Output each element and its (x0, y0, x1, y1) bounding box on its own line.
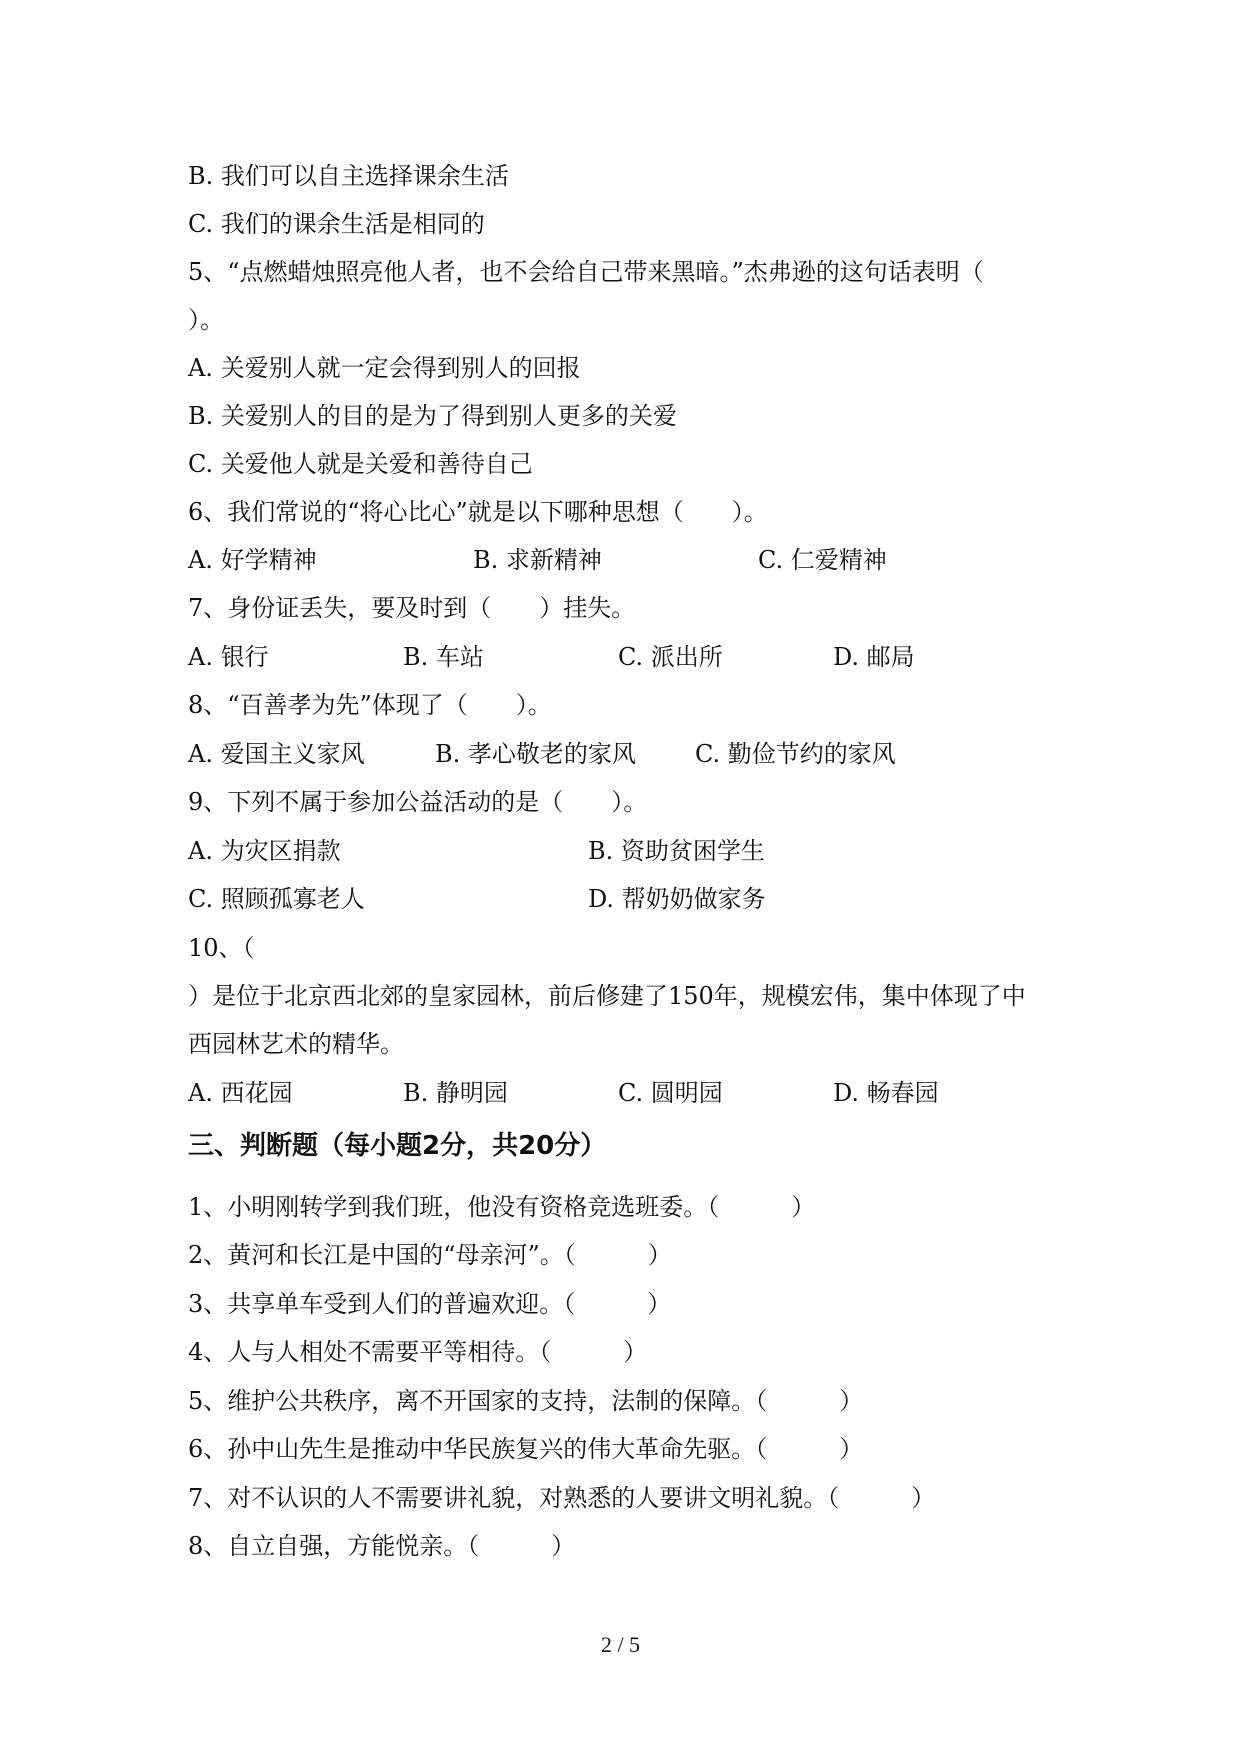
q9-stem: 9、下列不属于参加公益活动的是（ ）。 (188, 788, 648, 816)
q7-option-c: C. 派出所 (618, 643, 723, 671)
tf-item-2: 2、黄河和长江是中国的“母亲河”。（ ） (188, 1241, 672, 1269)
q5-stem-line1: 5、“点燃蜡烛照亮他人者，也不会给自己带来黑暗。”杰弗逊的这句话表明（ (188, 258, 984, 286)
tf-item-3: 3、共享单车受到人们的普遍欢迎。（ ） (188, 1290, 672, 1318)
q9-option-b: B. 资助贫困学生 (588, 837, 765, 865)
q7-option-a: A. 银行 (188, 643, 269, 671)
q10-stem-line1: 10、（ (188, 934, 255, 962)
page-number: 2 / 5 (600, 1632, 641, 1657)
q5-option-c: C. 关爱他人就是关爱和善待自己 (188, 450, 533, 478)
q6-option-c: C. 仁爱精神 (758, 546, 887, 574)
q6-stem: 6、我们常说的“将心比心”就是以下哪种思想（ ）。 (188, 498, 768, 526)
q8-stem: 8、“百善孝为先”体现了（ ）。 (188, 691, 552, 719)
q5-option-b: B. 关爱别人的目的是为了得到别人更多的关爱 (188, 402, 677, 430)
tf-item-6: 6、孙中山先生是推动中华民族复兴的伟大革命先驱。（ ） (188, 1435, 864, 1463)
q7-option-b: B. 车站 (403, 643, 484, 671)
q10-option-b: B. 静明园 (403, 1079, 508, 1107)
q9-option-c: C. 照顾孤寡老人 (188, 885, 365, 913)
q8-option-b: B. 孝心敬老的家风 (435, 740, 636, 768)
tf-item-4: 4、人与人相处不需要平等相待。（ ） (188, 1338, 648, 1366)
q10-option-a: A. 西花园 (188, 1079, 293, 1107)
tf-item-7: 7、对不认识的人不需要讲礼貌，对熟悉的人要讲文明礼貌。（ ） (188, 1484, 936, 1512)
q8-option-a: A. 爱国主义家风 (188, 740, 365, 768)
q7-option-d: D. 邮局 (833, 643, 915, 671)
q5-option-a: A. 关爱别人就一定会得到别人的回报 (188, 354, 581, 382)
tf-item-1: 1、小明刚转学到我们班，他没有资格竞选班委。（ ） (188, 1193, 816, 1221)
q10-option-d: D. 畅春园 (833, 1079, 939, 1107)
q9-option-d: D. 帮奶奶做家务 (588, 885, 766, 913)
q7-stem: 7、身份证丢失，要及时到（ ）挂失。 (188, 594, 636, 622)
q6-option-a: A. 好学精神 (188, 546, 317, 574)
q4-option-b: B. 我们可以自主选择课余生活 (188, 162, 509, 190)
tf-item-5: 5、维护公共秩序，离不开国家的支持，法制的保障。（ ） (188, 1387, 864, 1415)
q9-option-a: A. 为灾区捐款 (188, 837, 341, 865)
q10-stem-line3: 西园林艺术的精华。 (188, 1030, 404, 1058)
tf-item-8: 8、自立自强，方能悦亲。（ ） (188, 1532, 576, 1560)
q10-stem-line2: ）是位于北京西北郊的皇家园林，前后修建了150年，规模宏伟，集中体现了中 (188, 982, 1026, 1010)
q8-option-c: C. 勤俭节约的家风 (695, 740, 896, 768)
q4-option-c: C. 我们的课余生活是相同的 (188, 210, 485, 238)
q6-option-b: B. 求新精神 (473, 546, 602, 574)
section3-heading: 三、判断题（每小题2分，共20分） (188, 1131, 607, 1161)
q5-stem-line2: ）。 (188, 306, 224, 334)
q10-option-c: C. 圆明园 (618, 1079, 723, 1107)
